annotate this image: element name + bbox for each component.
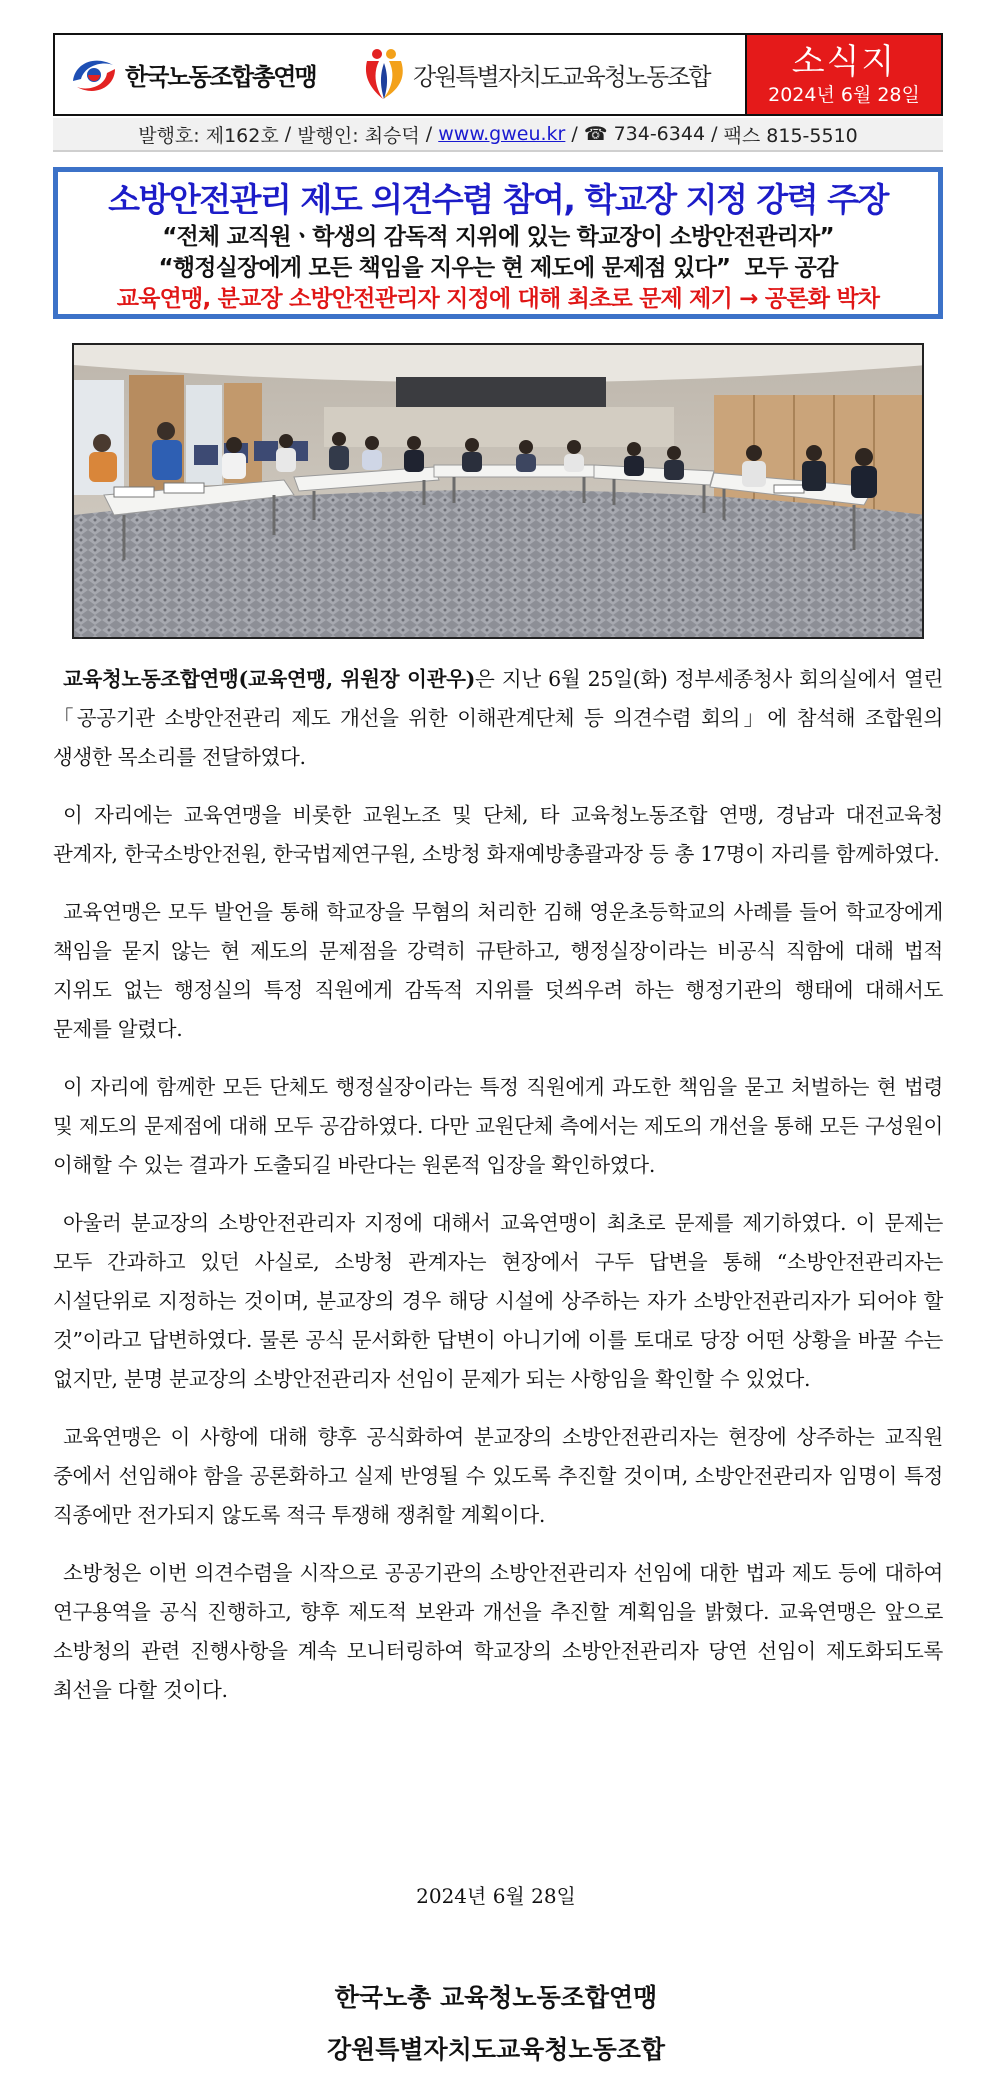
issue-number: 발행호: 제162호: [138, 124, 279, 147]
fktu-brand: [55, 35, 355, 114]
paragraph-5: 아울러 분교장의 소방안전관리자 지정에 대해서 교육연맹이 최초로 문제를 제기하였다. 이 문제는 모두 간과하고 있던 사실로, 소방청 관계자는 현장에서 구두 답변을 통해 “소방안전관리자는 시설단위로 지정하는 것이며, 분교장의 경우 해당 시설에 상주하는 자가 소방안전관리자가 되어야 할 것”이라고 답변하였다. 물론 공식 문서화한 답변이 아니기에 이를 토대로 당장 어떤 상황을 바꿀 수는 없지만, 분명 분교장의 소방안전관리자 선임이 문제가 되는 사항임을 확인할 수 있었다.: [53, 1211, 943, 1391]
gweu-name: 강원특별자치도교육청노동조합: [413, 63, 710, 91]
sub-headline-2: “행정실장에게 모든 책임을 지우는 현 제도에 문제점 있다” 모두 공감: [158, 255, 838, 281]
headline-box: [53, 167, 943, 319]
meeting-photo: [72, 343, 924, 639]
paragraph-1-lead: 교육청노동조합연맹(교육연맹, 위원장 이관우): [63, 667, 476, 691]
main-headline: 소방안전관리 제도 의견수렴 참여, 학교장 지정 강력 주장: [108, 180, 888, 219]
newsletter-title: 소식지: [791, 41, 897, 82]
paragraph-2: 이 자리에는 교육연맹을 비롯한 교원노조 및 단체, 타 교육청노동조합 연맹, 경남과 대전교육청 관계자, 한국소방안전원, 한국법제연구원, 소방청 화재예방총괄과장 등 총 17명이 자리를 함께하였다.: [53, 803, 943, 866]
paragraph-3: 교육연맹은 모두 발언을 통해 학교장을 무혐의 처리한 김해 영운초등학교의 사례를 들어 학교장에게 책임을 묻지 않는 현 제도의 문제점을 강력히 규탄하고, 행정실장이라는 비공식 직함에 대해 법적 지위도 없는 행정실의 특정 직원에게 감독적 지위를 덧씌우려 하는 행정기관의 행태에 대해서도 문제를 알렸다.: [53, 900, 943, 1041]
newsletter-badge: [745, 35, 941, 114]
website-link[interactable]: www.gweu.kr: [438, 123, 566, 145]
fax-number: 팩스 815-5510: [723, 124, 858, 147]
paragraph-4: 이 자리에 함께한 모든 단체도 행정실장이라는 특정 직원에게 과도한 책임을 묻고 처벌하는 현 법령 및 제도의 문제점에 대해 모두 공감하였다. 다만 교원단체 측에서는 제도의 개선을 통해 모든 구성원이 이해할 수 있는 결과가 도출되길 바란다는 원론적 입장을 확인하였다.: [53, 1075, 943, 1177]
fktu-logo-icon: [69, 53, 119, 97]
publisher: 발행인: 최승덕: [297, 124, 420, 147]
separator: /: [419, 123, 439, 145]
masthead: [53, 33, 943, 116]
publication-info-bar: [53, 118, 943, 152]
paragraph-6: 교육연맹은 이 사항에 대해 향후 공식화하여 분교장의 소방안전관리자는 현장에 상주하는 교직원 중에서 선임해야 함을 공론화하고 실제 반영될 수 있도록 추진할 것이며, 소방안전관리자 임명이 특정 직종에만 전가되지 않도록 적극 투쟁해 쟁취할 계획이다.: [53, 1425, 943, 1527]
sub-headline-1: “전체 교직원ㆍ학생의 감독적 지위에 있는 학교장이 소방안전관리자”: [162, 224, 834, 250]
separator: /: [565, 123, 584, 145]
sub-headline-3: 교육연맹, 분교장 소방안전관리자 지정에 대해 최초로 문제 제기 → 공론화 박차: [116, 286, 880, 312]
signature-federation: 한국노총 교육청노동조합연맹: [334, 1983, 658, 2012]
phone-number: 734-6344: [613, 123, 706, 145]
paragraph-1: [53, 660, 943, 777]
issue-date: 2024년 6월 28일: [416, 1884, 576, 1908]
newsletter-date: 2024년 6월 28일: [768, 83, 920, 106]
signature-union: 강원특별자치도교육청노동조합: [326, 2035, 666, 2064]
paragraph-7: 소방청은 이번 의견수렴을 시작으로 공공기관의 소방안전관리자 선임에 대한 법과 제도 등에 대하여 연구용역을 공식 진행하고, 향후 제도적 보완과 개선을 추진할 계획임을 밝혔다. 교육연맹은 앞으로 소방청의 관련 진행사항을 계속 모니터링하여 학교장의 소방안전관리자 당연 선임이 제도화되도록 최선을 다할 것이다.: [53, 1561, 943, 1702]
gweu-logo-icon: [361, 47, 407, 103]
phone-icon: ☎: [583, 123, 608, 145]
separator: /: [278, 123, 298, 145]
article-body: [53, 660, 943, 1729]
fktu-name: 한국노동조합총연맹: [125, 63, 316, 91]
separator: /: [705, 123, 724, 145]
paragraph-1-text: 은 지난 6월 25일(화) 정부세종청사 회의실에서 열린「공공기관 소방안전관리 제도 개선을 위한 이해관계단체 등 의견수렴 회의」에 참석해 조합원의 생생한 목소리를 전달하였다.: [53, 667, 943, 769]
gweu-brand: [355, 35, 745, 114]
